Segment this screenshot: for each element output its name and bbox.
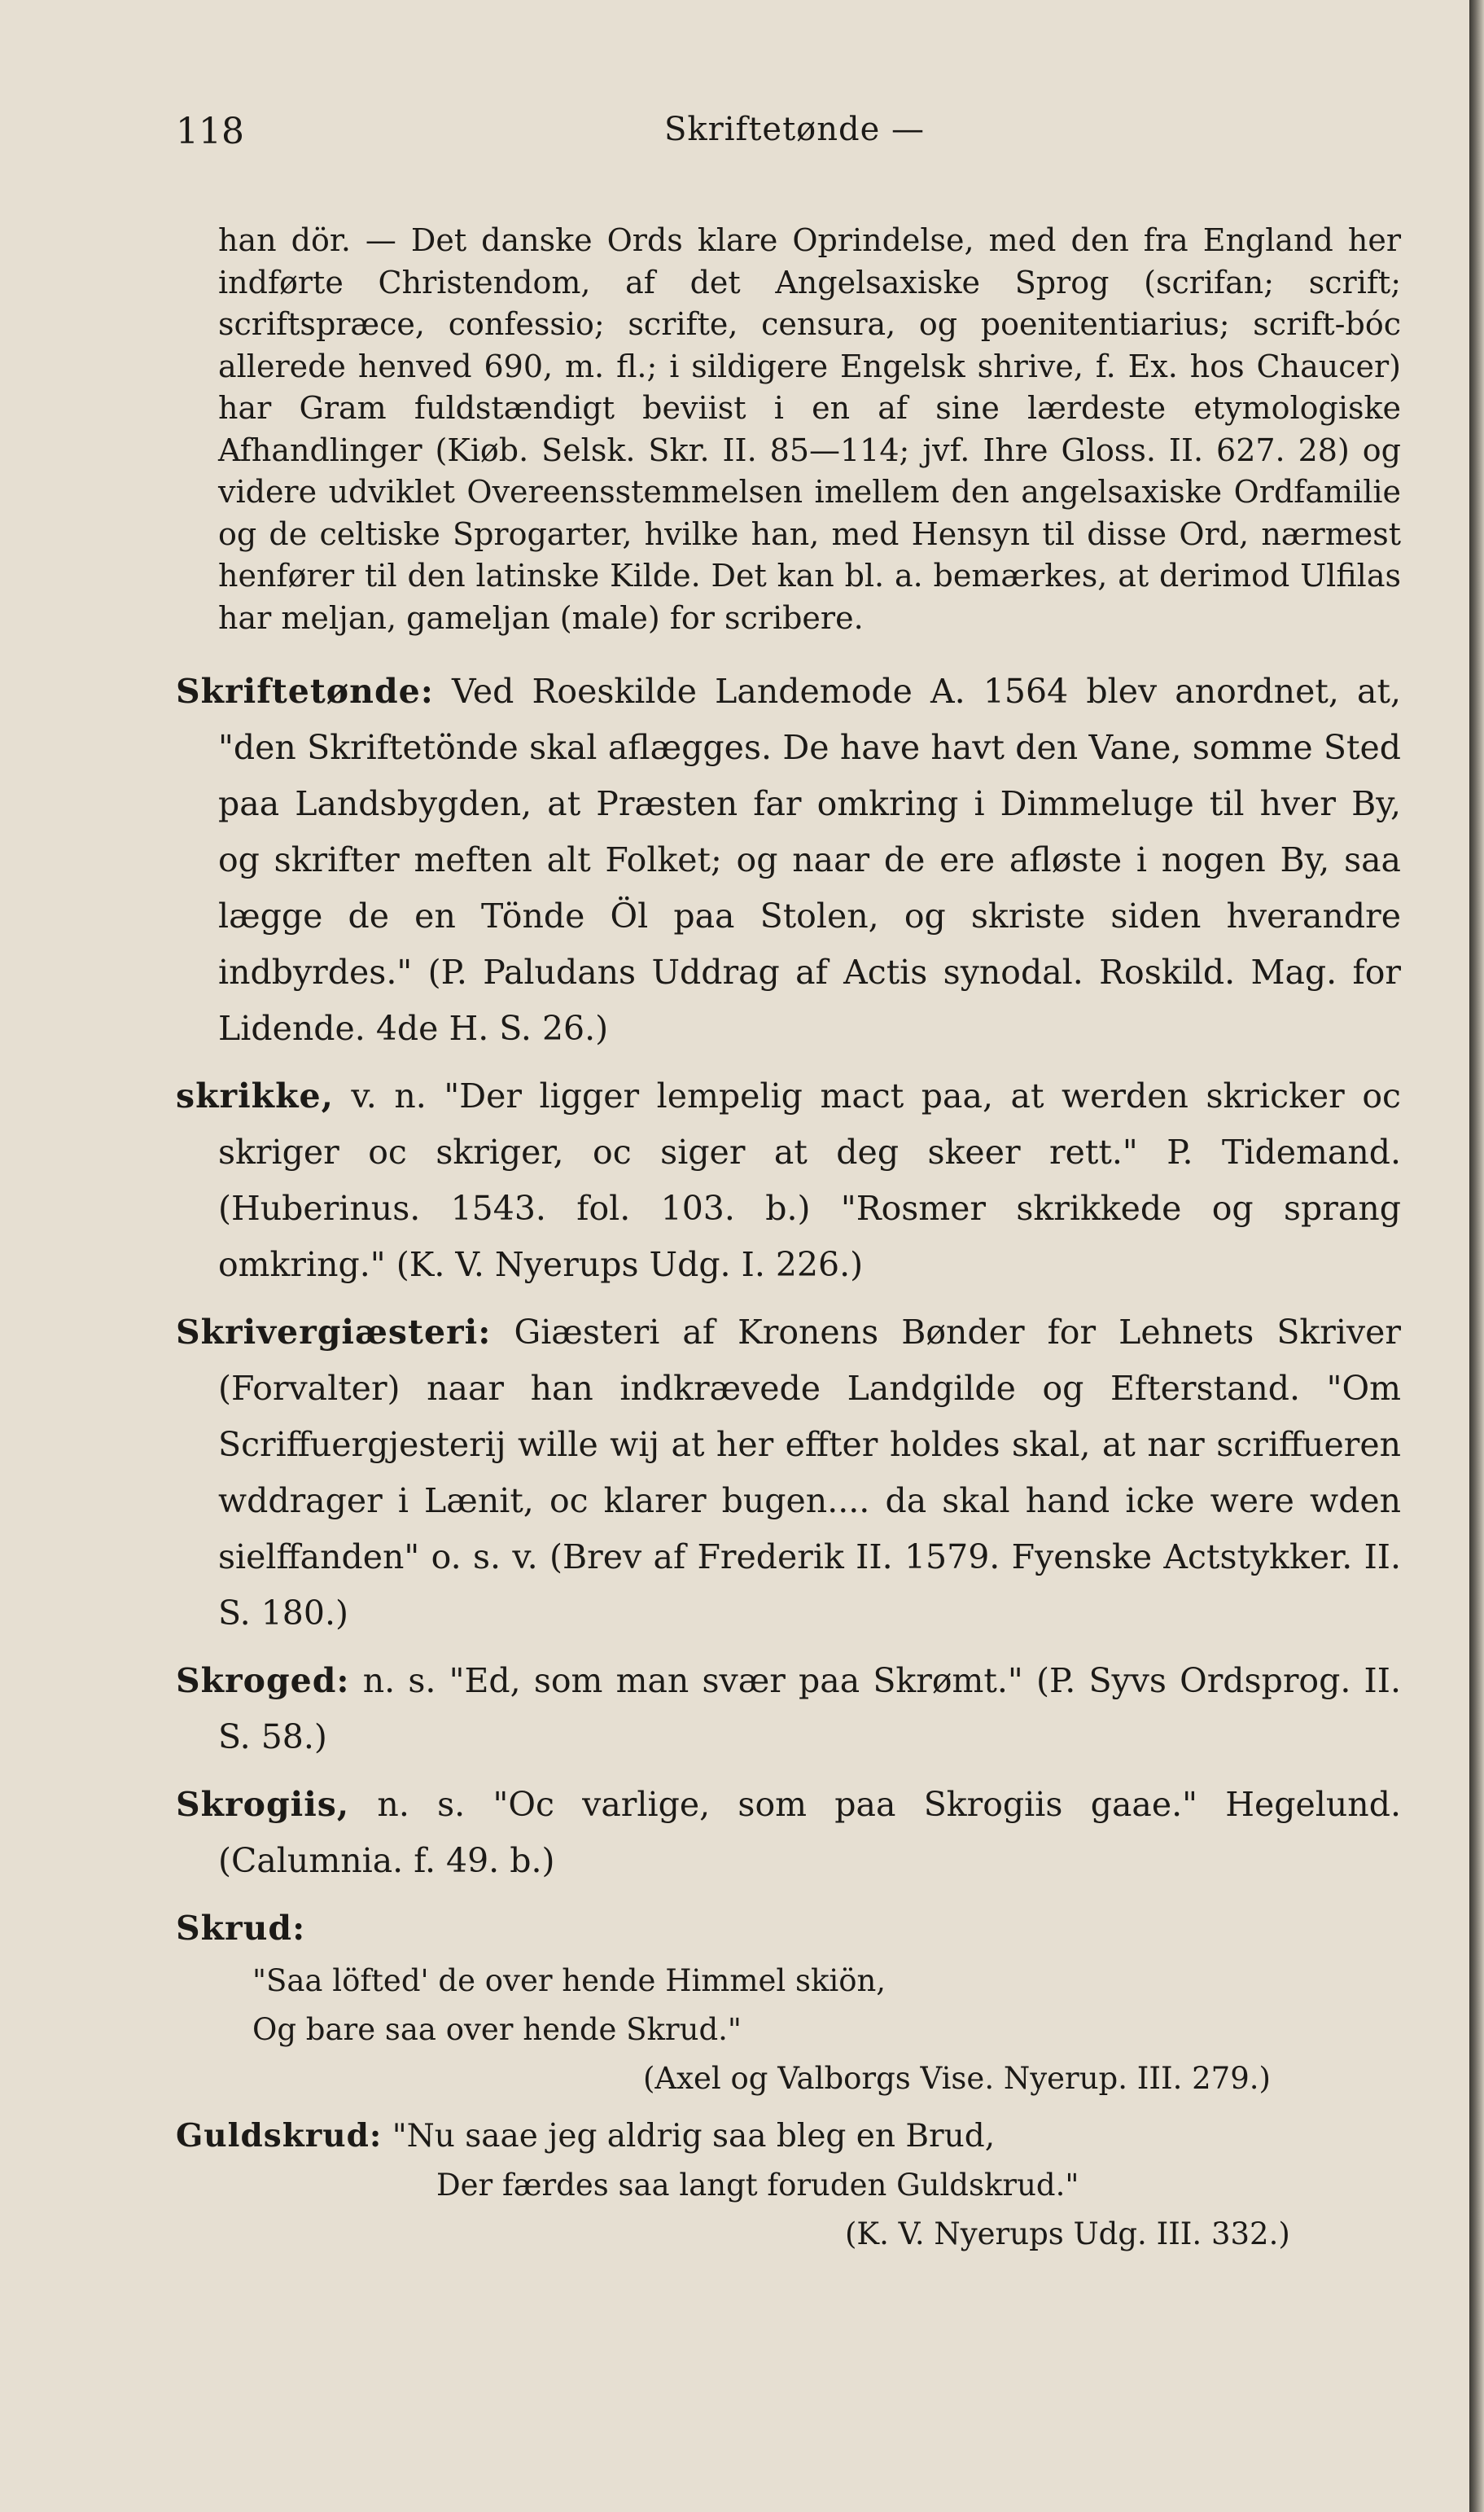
entry-skrikke xyxy=(176,1068,1401,1293)
headword: Skriftetønde: xyxy=(176,672,434,711)
verse-citation: (Axel og Valborgs Vise. Nyerup. III. 279.) xyxy=(643,2061,1271,2096)
entry-skriftetonde xyxy=(176,664,1401,1057)
entry-guldskrud xyxy=(176,2111,1401,2161)
entry-text: v. n. "Der ligger lempelig mact paa, at werden skricker oc skriger oc skriger, oc siger at deg skeer rett." P. Tidemand. (Huberinus. 1543. fol. 103. b.) "Rosmer skrikkede og sprang omkring." (K. V. Nyerups Udg. I. 226.) xyxy=(218,1076,1401,1284)
entry-text: Ved Roeskilde Landemode A. 1564 blev anordnet, at, "den Skriftetönde skal aflægges. De have havt den Vane, somme Sted paa Landsbygden, at Præsten far omkring i Dimmeluge til hver By, og skrifter meften alt Folket; og naar de ere afløste i nogen By, saa lægge de en Tönde Öl paa Stolen, og skriste siden hverandre indbyrdes." (P. Paludans Uddrag af Actis synodal. Roskild. Mag. for Lidende. 4de H. S. 26.) xyxy=(218,672,1401,1048)
entry-text: Giæsteri af Kronens Bønder for Lehnets Skriver (Forvalter) naar han indkrævede Landgilde og Efterstand. "Om Scriffuergjesterij wille wij at her effter holdes skal, at nar scriffueren wddrager i Lænit, oc klarer bugen.... da skal hand icke were wden sielffanden" o. s. v. (Brev af Frederik II. 1579. Fyenske Actstykker. II. S. 180.) xyxy=(218,1313,1401,1633)
page-edge-shadow xyxy=(1469,0,1484,2512)
verse-line: Og bare saa over hende Skrud." xyxy=(252,2012,742,2047)
headword: Skroged: xyxy=(176,1661,350,1700)
entry-skrogiis xyxy=(176,1777,1401,1889)
page-body xyxy=(176,220,1401,2259)
headword: Guldskrud: xyxy=(176,2117,383,2155)
entry-skroged xyxy=(176,1653,1401,1765)
page-number: 118 xyxy=(176,111,244,152)
page-header xyxy=(176,111,1405,160)
verse-citation: (K. V. Nyerups Udg. III. 332.) xyxy=(845,2216,1290,2251)
headword: skrikke, xyxy=(176,1076,334,1116)
continuation-paragraph: han dör. — Det danske Ords klare Oprindelse, med den fra England her indførte Christendom, af det Angelsaxiske Sprog (scrifan; scrift; scriftspræce, confessio; scrifte, censura, og poenitentiarius; scrift-bóc allerede henved 690, m. fl.; i sildigere Engelsk shrive, f. Ex. hos Chaucer) har Gram fuldstændigt beviist i en af sine lærdeste etymologiske Afhandlinger (Kiøb. Selsk. Skr. II. 85—114; jvf. Ihre Gloss. II. 627. 28) og videre udviklet Overeensstemmelsen imellem den angelsaxiske Ordfamilie og de celtiske Sprogarter, hvilke han, med Hensyn til disse Ord, nærmest henfører til den latinske Kilde. Det kan bl. a. bemærkes, at derimod Ulfilas har meljan, gameljan (male) for scribere. xyxy=(218,222,1401,636)
entry-skrud xyxy=(176,1900,1401,1957)
verse-line: "Saa löfted' de over hende Himmel skiön, xyxy=(252,1963,886,1998)
running-head: Skriftetønde — xyxy=(664,111,926,148)
entry-skrivergiaesteri xyxy=(176,1304,1401,1642)
verse-line: Der færdes saa langt foruden Guldskrud." xyxy=(436,2168,1079,2203)
headword: Skrogiis, xyxy=(176,1785,350,1824)
headword: Skrud: xyxy=(176,1909,306,1948)
entry-text: n. s. "Ed, som man svær paa Skrømt." (P. Syvs Ordsprog. II. S. 58.) xyxy=(218,1661,1401,1756)
verse-line: "Nu saae jeg aldrig saa bleg en Brud, xyxy=(392,2118,996,2155)
headword: Skrivergiæsteri: xyxy=(176,1313,492,1352)
entry-text: n. s. "Oc varlige, som paa Skrogiis gaae." Hegelund. (Calumnia. f. 49. b.) xyxy=(218,1785,1401,1880)
